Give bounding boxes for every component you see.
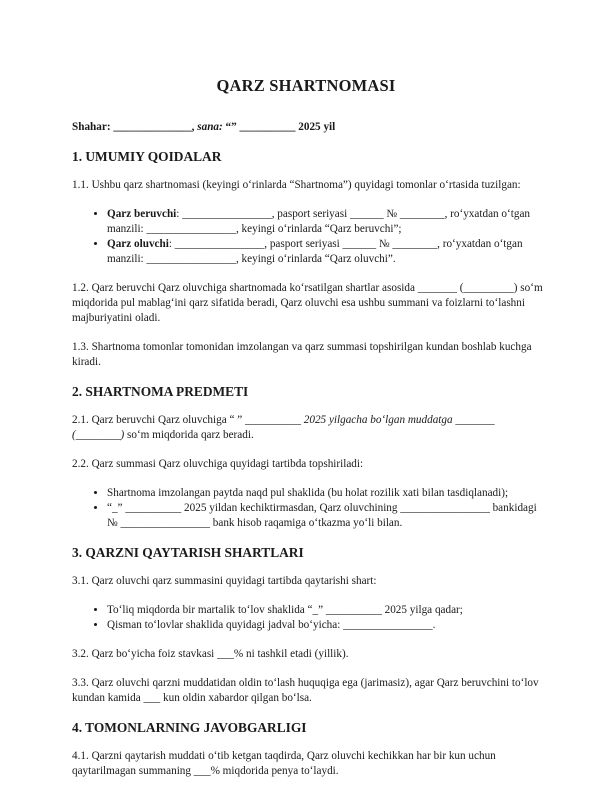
- clause-2-1-start: 2.1. Qarz beruvchi Qarz oluvchiga “ ” __________: [72, 414, 304, 426]
- section-4-heading: 4. TOMONLARNING JAVOBGARLIGI: [72, 720, 307, 735]
- document-title: QARZ SHARTNOMASI: [216, 76, 396, 95]
- borrower-label: Qarz oluvchi: [107, 238, 169, 250]
- city-blank: ______________,: [113, 121, 195, 133]
- city-date-line: [72, 120, 546, 135]
- clause-1-2: 1.2. Qarz beruvchi Qarz oluvchiga shartnomada ko‘rsatilgan shartlar asosida _______ (_________) so‘m miqdorida pul mablag‘ini qarz sifatida beradi, Qarz oluvchi esa ushbu summani va foizlarni to‘lashni majburiyatini oladi.: [72, 282, 543, 324]
- section-3-heading: 3. QARZNI QAYTARISH SHARTLARI: [72, 545, 304, 560]
- clause-4-1: 4.1. Qarzni qaytarish muddati o‘tib ketgan taqdirda, Qarz oluvchi kechikkan har bir kun uchun qaytarilmagan summaning ___% miqdorida penya to‘laydi.: [72, 750, 496, 777]
- borrower-text: : ________________, pasport seriyasi ______ № ________, ro‘yxatdan o‘tgan manzili: ________________, keyingi o‘rinlarda “Qarz oluvchi”.: [107, 238, 523, 265]
- section-2-heading: 2. SHARTNOMA PREDMETI: [72, 384, 249, 399]
- clause-2-2: 2.2. Qarz summasi Qarz oluvchiga quyidagi tartibda topshiriladi:: [72, 458, 364, 470]
- parties-list: [72, 207, 546, 267]
- clause-1-1: 1.1. Ushbu qarz shartnomasi (keyingi o‘rinlarda “Shartnoma”) quyidagi tomonlar o‘rtasida tuzilgan:: [72, 179, 521, 191]
- lender-text: : ________________, pasport seriyasi ______ № ________, ro‘yxatdan o‘tgan manzili: ________________, keyingi o‘rinlarda “Qarz beruvchi”;: [107, 208, 531, 235]
- list-item: • To‘liq miqdorda bir martalik to‘lov shaklida “_” __________ 2025 yilga qadar;: [107, 603, 546, 618]
- lender-label: Qarz beruvchi: [107, 208, 177, 220]
- clause-2-1-italic: 2025 yilgacha bo‘lgan muddatga _______ (________): [72, 414, 495, 441]
- party-lender: [107, 207, 546, 237]
- document-body: [72, 120, 546, 793]
- clause-3-2: 3.2. Qarz bo‘yicha foiz stavkasi ___% ni tashkil etadi (yillik).: [72, 648, 349, 660]
- clause-1-3: 1.3. Shartnoma tomonlar tomonidan imzolangan va qarz summasi topshirilgan kundan boshlab kuchga kiradi.: [72, 341, 532, 368]
- list-item: • “_” __________ 2025 yildan kechiktirmasdan, Qarz oluvchining ________________ bankidagi № ________________ bank hisob raqamiga o‘tkazma yo‘li bilan.: [107, 501, 546, 531]
- party-borrower: [107, 237, 546, 267]
- date-label: sana:: [197, 121, 223, 133]
- section-1-heading: 1. UMUMIY QOIDALAR: [72, 149, 222, 164]
- clause-2-1-end: so‘m miqdorida qarz beradi.: [124, 429, 254, 441]
- repayment-list: [72, 603, 546, 633]
- list-item: • Qisman to‘lovlar shaklida quyidagi jadval bo‘yicha: ________________.: [107, 618, 546, 633]
- list-item: • Shartnoma imzolangan paytda naqd pul shaklida (bu holat rozilik xati bilan tasdiqlanadi);: [107, 486, 546, 501]
- clause-3-3: 3.3. Qarz oluvchi qarzni muddatidan oldin to‘lash huquqiga ega (jarimasiz), agar Qarz beruvchini to‘lov kundan kamida ___ kun oldin xabardor qilgan bo‘lsa.: [72, 677, 539, 704]
- date-value: “” __________ 2025 yil: [225, 121, 336, 133]
- city-label: Shahar:: [72, 121, 111, 133]
- clause-3-1: 3.1. Qarz oluvchi qarz summasini quyidagi tartibda qaytarishi shart:: [72, 575, 377, 587]
- transfer-list: [72, 486, 546, 531]
- clause-2-1: [72, 413, 546, 443]
